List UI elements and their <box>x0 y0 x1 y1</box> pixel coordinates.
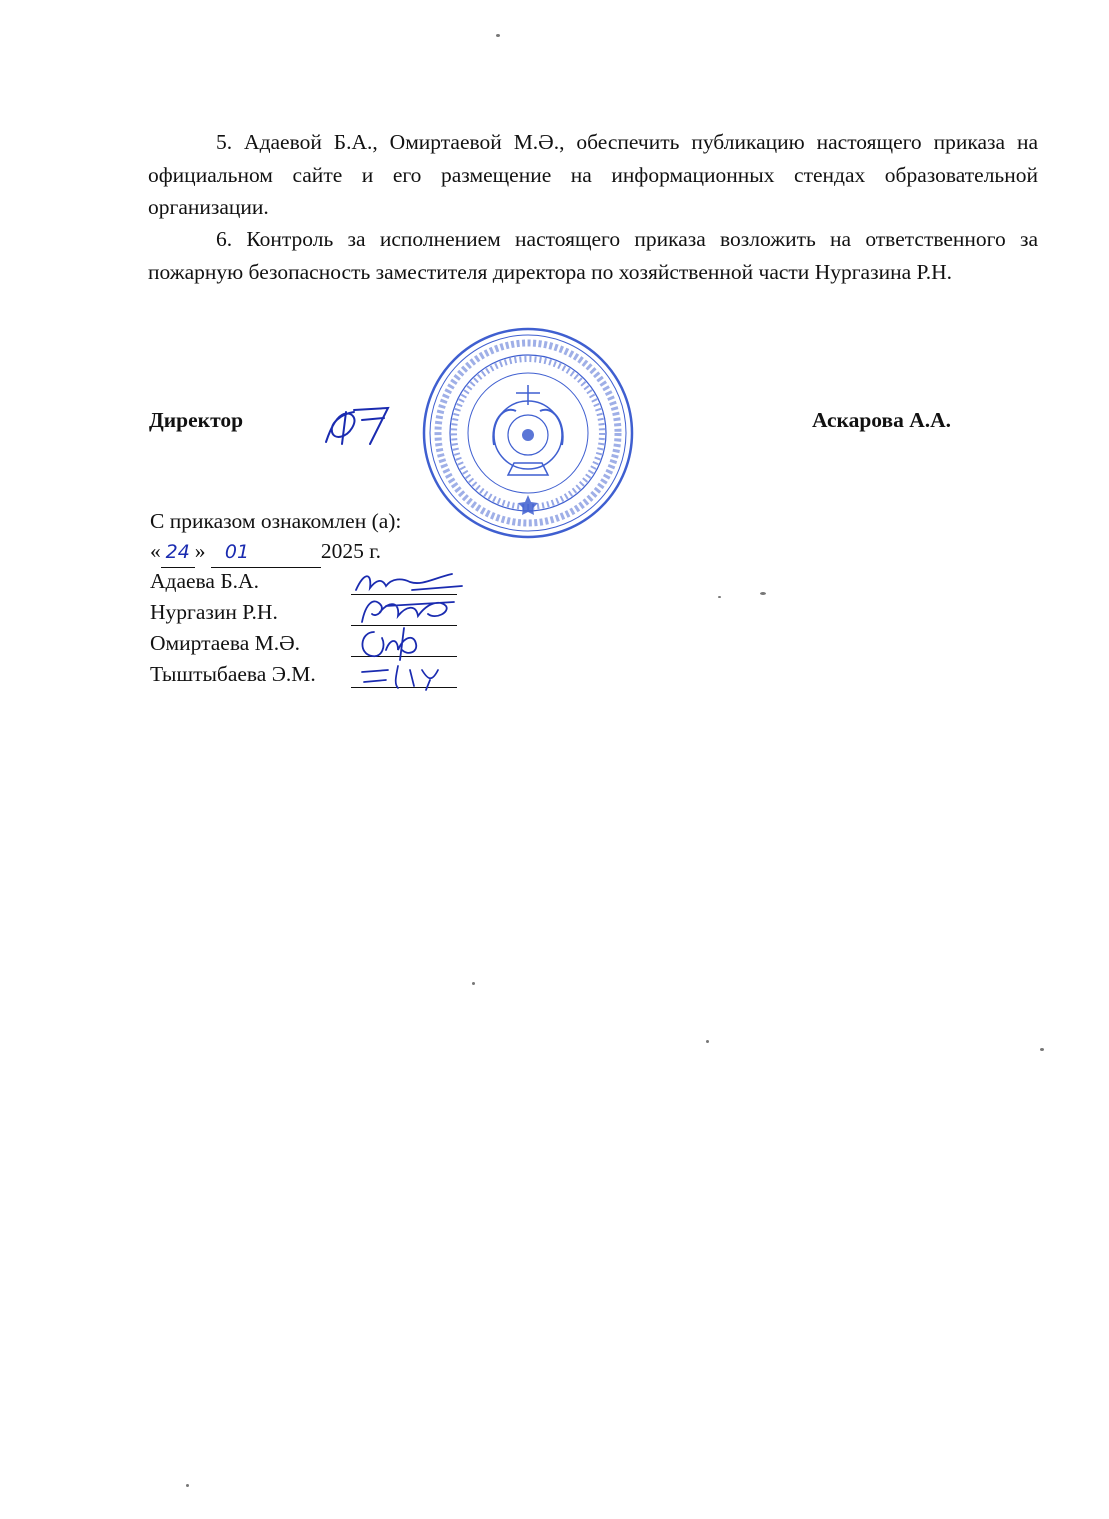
director-title: Директор <box>149 408 244 432</box>
scan-speck <box>186 1484 189 1487</box>
scan-speck <box>1040 1048 1044 1051</box>
date-year: 2025 г. <box>320 539 382 563</box>
date-day: 24 <box>161 537 195 568</box>
date-open-quote: « <box>150 539 161 563</box>
scan-speck <box>706 1040 709 1043</box>
scan-speck <box>496 34 500 37</box>
scan-speck <box>472 982 475 985</box>
ack-person-3: Омиртаева М.Ә. <box>150 631 301 655</box>
ack-person-2: Нургазин Р.Н. <box>150 600 278 624</box>
director-signature <box>318 402 398 450</box>
acknowledgement-heading: С приказом ознакомлен (а): <box>150 509 402 533</box>
ack-person-4: Тыштыбаева Э.М. <box>150 662 316 686</box>
signature-omirtaeva <box>356 624 426 662</box>
paragraph-6: 6. Контроль за исполнением настоящего приказа возложить на ответственного за пожарную безопасность заместителя директора по хозяйственной части Нургазина Р.Н. <box>148 227 1038 284</box>
signature-nurgazin <box>356 592 461 628</box>
official-stamp <box>420 325 636 541</box>
signature-tyshtybaeva <box>358 662 448 692</box>
ack-person-1: Адаева Б.А. <box>150 569 259 593</box>
scan-speck <box>718 596 721 598</box>
director-name: Аскарова А.А. <box>812 408 952 432</box>
date-close-quote: » <box>194 539 206 563</box>
date-month: 01 <box>211 537 321 568</box>
scan-speck <box>760 592 766 595</box>
paragraph-5: 5. Адаевой Б.А., Омиртаевой М.Ә., обеспечить публикацию настоящего приказа на официальном сайте и его размещение на информационных стендах образовательной организации. <box>148 130 1038 219</box>
acknowledgement-date <box>150 536 381 568</box>
